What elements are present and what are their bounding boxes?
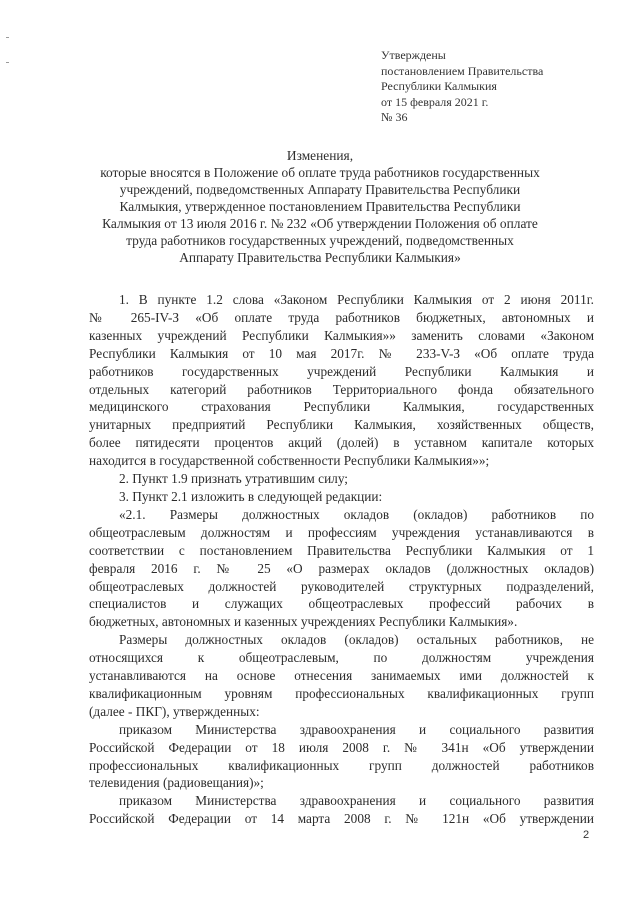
body-line: унитарных предприятий Республики Калмыкия, хозяйственных обществ,: [89, 417, 594, 433]
body-line: Размеры должностных окладов (окладов) остальных работников, не: [119, 632, 594, 648]
body-line: квалификационным уровням профессиональных квалификационных групп: [89, 685, 594, 701]
heading-line: Аппарату Правительства Республики Калмыкия»: [179, 250, 461, 265]
body-line: февраля 2016 г. № 25 «О размерах окладов (должностных окладов): [89, 560, 594, 576]
approval-line: Республики Калмыкия: [381, 79, 497, 94]
body-line: соответствии с постановлением Правительства Республики Калмыкия от 1: [89, 542, 594, 558]
approval-line: Утверждены: [381, 48, 446, 62]
heading-line: учреждений, подведомственных Аппарату Правительства Республики: [119, 182, 521, 197]
body-line: № 265-IV-З «Об оплате труда работников бюджетных, автономных и: [89, 309, 594, 325]
body-line: профессиональных квалификационных групп должностей работников: [89, 757, 594, 773]
heading-title: Изменения,: [286, 148, 354, 163]
body-line: работников государственных учреждений Республики Калмыкия и: [89, 363, 594, 379]
approval-line: постановлением Правительства: [381, 63, 544, 78]
document-heading: [70, 147, 570, 266]
heading-line: которые вносятся в Положение об оплате труда работников государственных: [100, 165, 540, 180]
body-line: 3. Пункт 2.1 изложить в следующей редакции:: [119, 488, 383, 504]
body-line: Российской Федерации от 18 июля 2008 г. № 341н «Об утверждении: [89, 739, 594, 755]
body-line: телевидения (радиовещания)»;: [89, 775, 264, 791]
body-line: отдельных категорий работников Территориального фонда обязательного: [89, 381, 594, 397]
body-line: более пятидесяти процентов акций (долей) в уставном капитале которых: [89, 435, 594, 451]
heading-line: Калмыкия от 13 июля 2016 г. № 232 «Об утверждении Положения об оплате: [102, 216, 538, 231]
body-line: устанавливаются на основе отнесения занимаемых ими должностей к: [89, 668, 594, 684]
body-line: 2. Пункт 1.9 признать утратившим силу;: [119, 471, 348, 487]
document-body: [89, 291, 594, 828]
page-number: 2: [583, 829, 590, 841]
body-line: медицинского страхования Республики Калмыкия, государственных: [89, 399, 594, 415]
scan-edge-mark: [6, 62, 9, 63]
body-line: находится в государственной собственности Республики Калмыкия»»;: [89, 453, 490, 469]
heading-line: труда работников государственных учреждений, подведомственных: [126, 233, 514, 248]
approval-line: № 36: [381, 110, 408, 125]
body-line: (далее - ПКГ), утвержденных:: [89, 703, 260, 719]
approval-stamp: [381, 48, 611, 126]
body-line: Российской Федерации от 14 марта 2008 г. № 121н «Об утверждении: [89, 811, 594, 827]
body-line: бюджетных, автономных и казенных учреждениях Республики Калмыкия».: [89, 614, 518, 630]
body-line: общеотраслевым должностям и профессиям учреждения устанавливаются в: [89, 524, 594, 540]
scan-edge-mark: [6, 37, 9, 38]
body-line: относящихся к общеотраслевым, по должностям учреждения: [89, 650, 594, 666]
body-line: приказом Министерства здравоохранения и социального развития: [119, 793, 594, 809]
body-line: казенных учреждений Республики Калмыкия»» заменить словами «Законом: [89, 327, 594, 343]
body-line: специалистов и служащих общеотраслевых профессий рабочих в: [89, 596, 594, 612]
body-line: 1. В пункте 1.2 слова «Законом Республики Калмыкия от 2 июня 2011г.: [119, 292, 594, 307]
body-line: приказом Министерства здравоохранения и социального развития: [119, 721, 594, 737]
approval-line: от 15 февраля 2021 г.: [381, 94, 489, 109]
body-line: общеотраслевых должностей руководителей структурных подразделений,: [89, 578, 594, 594]
body-line: Республики Калмыкия от 10 мая 2017г. № 233-V-З «Об оплате труда: [89, 345, 594, 361]
body-line: «2.1. Размеры должностных окладов (окладов) работников по: [119, 506, 594, 522]
heading-line: Калмыкия, утвержденное постановлением Правительства Республики: [119, 199, 521, 214]
